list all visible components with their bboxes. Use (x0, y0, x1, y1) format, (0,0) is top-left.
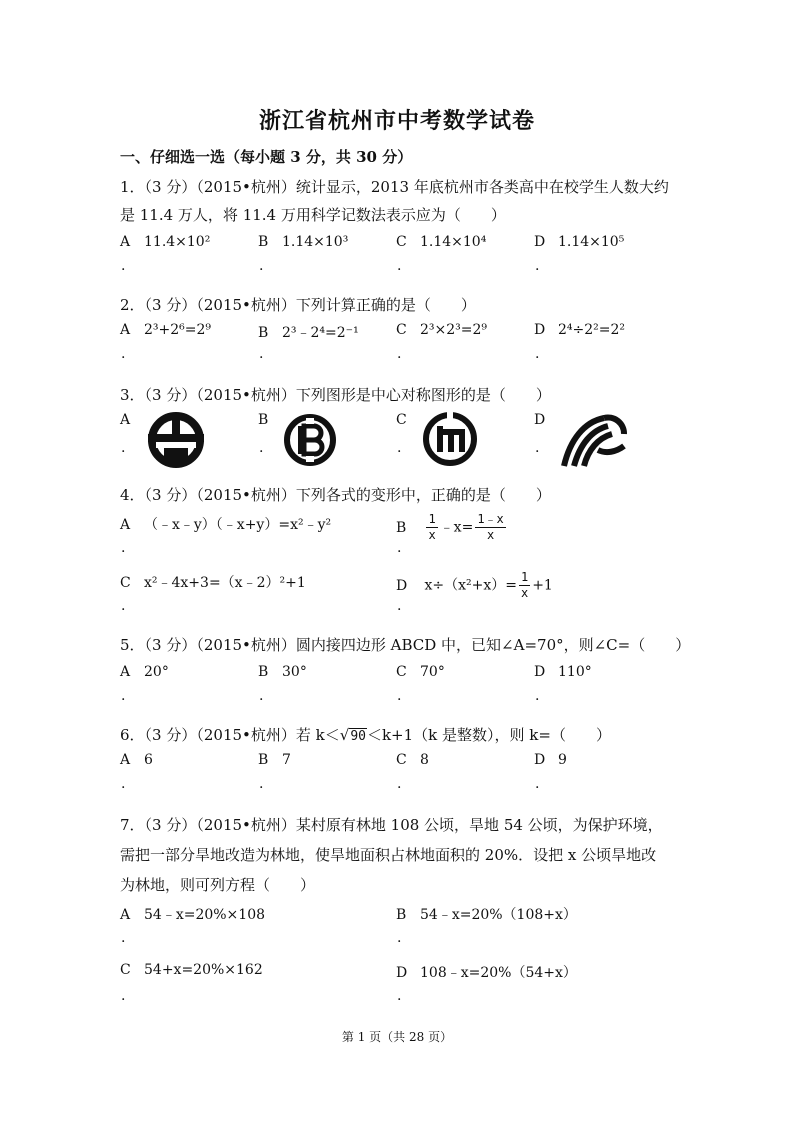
q3-option-c-letter[interactable]: C (396, 412, 407, 428)
option-letter: B (258, 752, 269, 768)
option-letter: A (120, 322, 131, 338)
option-text: +1 (532, 577, 553, 594)
option-letter: D (534, 234, 546, 250)
q6-option-a[interactable] (120, 752, 153, 768)
q4-option-b[interactable] (396, 512, 508, 543)
question-4-line-1: 4．（3 分）（2015•杭州）下列各式的变形中，正确的是（ ） (120, 486, 551, 504)
option-letter: C (396, 752, 407, 768)
option-text: 7 (282, 752, 291, 768)
option-letter: D (396, 965, 408, 981)
option-dot: . (121, 776, 126, 792)
option-text: 2³+2⁶=2⁹ (144, 322, 212, 338)
denominator: x (428, 528, 436, 542)
radicand: 90 (350, 729, 366, 744)
q1-option-d[interactable] (534, 234, 624, 250)
q5-option-d[interactable] (534, 664, 592, 680)
q3-option-b-letter[interactable]: B (258, 412, 269, 428)
q2-option-c[interactable] (396, 322, 487, 338)
option-letter: C (396, 234, 407, 250)
q2-option-d[interactable] (534, 322, 625, 338)
option-dot: . (397, 346, 402, 362)
option-text: 1.14×10⁴ (420, 234, 487, 250)
option-letter: B (396, 907, 407, 923)
option-letter: A (120, 907, 131, 923)
option-dot: . (397, 258, 402, 274)
option-letter: D (534, 664, 546, 680)
option-text: 2³×2³=2⁹ (420, 322, 488, 338)
option-letter: A (120, 752, 131, 768)
question-2-line-1: 2．（3 分）（2015•杭州）下列计算正确的是（ ） (120, 296, 476, 314)
q6-option-c[interactable] (396, 752, 429, 768)
option-letter: D (534, 322, 546, 338)
option-letter: A (120, 664, 131, 680)
option-dot: . (397, 540, 402, 556)
q2-option-b[interactable] (258, 322, 359, 342)
option-text: 1.14×10³ (282, 234, 349, 250)
option-text: 6 (144, 752, 153, 768)
option-letter: B (258, 664, 269, 680)
question-7-line-2: 需把一部分旱地改造为林地，使旱地面积占林地面积的 20%．设把 x 公顷旱地改 (120, 846, 657, 864)
option-dot: . (535, 776, 540, 792)
option-text: 54﹣x=20%（108+x） (420, 907, 577, 923)
page-title: 浙江省杭州市中考数学试卷 (258, 108, 535, 134)
option-dot: . (259, 776, 264, 792)
option-letter: B (258, 234, 269, 250)
option-dot: . (397, 930, 402, 946)
question-1-line-2: 是 11.4 万人，将 11.4 万用科学记数法表示应为（ ） (120, 206, 506, 224)
section-heading: 一、仔细选一选（每小题 3 分，共 30 分） (120, 148, 413, 166)
q5-option-a[interactable] (120, 664, 169, 680)
question-7-line-1: 7．（3 分）（2015•杭州）某村原有林地 108 公顷，旱地 54 公顷，为保护环境， (120, 816, 663, 834)
q1-option-c[interactable] (396, 234, 486, 250)
option-dot: . (259, 346, 264, 362)
option-text: 54+x=20%×162 (144, 962, 263, 978)
numerator: 1﹣x (477, 512, 504, 526)
q4-option-c[interactable] (120, 572, 306, 592)
option-text: 1.14×10⁵ (558, 234, 625, 250)
option-text: x²﹣4x+3=（x﹣2）²+1 (144, 575, 306, 591)
page-footer: 第 1 页（共 28 页） (341, 1030, 453, 1044)
question-1-line-1: 1．（3 分）（2015•杭州）统计显示，2013 年底杭州市各类高中在校学生人数大约 (120, 178, 669, 196)
q5-option-c[interactable] (396, 664, 445, 680)
option-text: 54﹣x=20%×108 (144, 907, 266, 923)
q3-option-d-letter[interactable]: D (534, 412, 546, 428)
option-text: x÷（x²+x）= (424, 577, 517, 594)
question-text: ＜k+1（k 是整数），则 k=（ ） (366, 726, 611, 744)
q6-option-d[interactable] (534, 752, 567, 768)
option-letter: C (396, 322, 407, 338)
q6-option-b[interactable] (258, 752, 291, 768)
question-text: 6．（3 分）（2015•杭州）若 k＜ (120, 726, 340, 744)
q7-option-d[interactable] (396, 962, 577, 982)
denominator: x (520, 586, 529, 600)
option-text: 2⁴÷2²=2² (558, 322, 626, 338)
option-letter: C (120, 575, 131, 591)
option-dot: . (397, 688, 402, 704)
option-dot: . (535, 258, 540, 274)
option-dot: . (259, 688, 264, 704)
option-text: 108﹣x=20%（54+x） (420, 965, 577, 981)
fraction-1-over-x (519, 570, 530, 601)
q7-option-c[interactable] (120, 962, 263, 978)
q1-option-a[interactable] (120, 234, 210, 250)
option-letter: A (120, 517, 131, 533)
q5-option-b[interactable] (258, 664, 307, 680)
numerator: 1 (520, 570, 529, 584)
option-dot: . (121, 346, 126, 362)
bank-logo-c-icon (420, 410, 480, 468)
q3-option-a-letter[interactable]: A (120, 412, 131, 428)
option-dot: . (259, 440, 264, 456)
option-letter: B (396, 519, 407, 536)
q7-option-a[interactable] (120, 904, 265, 924)
option-dot: . (397, 440, 402, 456)
denominator: x (486, 528, 495, 542)
option-dot: . (121, 440, 126, 456)
numerator: 1 (428, 512, 436, 526)
option-dot: . (535, 688, 540, 704)
option-letter: C (120, 962, 131, 978)
option-text: 70° (420, 664, 445, 680)
fraction-1-over-x (426, 512, 437, 543)
option-dot: . (121, 258, 126, 274)
question-3-line-1: 3．（3 分）（2015•杭州）下列图形是中心对称图形的是（ ） (120, 386, 551, 404)
option-text: 9 (558, 752, 567, 768)
option-dot: . (121, 930, 126, 946)
option-text: 11.4×10² (144, 234, 211, 250)
bank-logo-d-icon (558, 410, 628, 468)
q1-option-b[interactable] (258, 234, 348, 250)
option-dot: . (397, 988, 402, 1004)
option-letter: C (396, 664, 407, 680)
bank-logo-a-icon (146, 412, 206, 468)
option-letter: A (120, 234, 131, 250)
q7-option-b[interactable] (396, 904, 577, 924)
question-7-line-3: 为林地，则可列方程（ ） (120, 876, 316, 894)
option-text: （﹣x﹣y）（﹣x+y）=x²﹣y² (144, 517, 332, 533)
option-dot: . (535, 346, 540, 362)
question-5-line-1: 5．（3 分）（2015•杭州）圆内接四边形 ABCD 中，已知∠A=70°，则∠C=（ ） (120, 636, 691, 654)
option-dot: . (535, 440, 540, 456)
option-text: 110° (558, 664, 592, 680)
option-text: ﹣x= (439, 519, 474, 536)
option-dot: . (121, 540, 126, 556)
fraction-1-minus-x-over-x (475, 512, 505, 543)
option-dot: . (121, 598, 126, 614)
bank-logo-b-icon (282, 412, 338, 468)
option-text: 20° (144, 664, 169, 680)
option-letter: D (534, 752, 546, 768)
question-6-line-1: 6．（3 分）（2015•杭州）若 k＜√90＜k+1（k 是整数），则 k=（ ） (120, 726, 611, 744)
option-text: 30° (282, 664, 307, 680)
option-letter: D (396, 577, 408, 594)
option-text: 2³﹣2⁴=2⁻¹ (282, 325, 359, 341)
option-letter: B (258, 325, 269, 341)
q2-option-a[interactable] (120, 322, 211, 338)
option-dot: . (259, 258, 264, 274)
option-dot: . (121, 688, 126, 704)
option-dot: . (397, 598, 402, 614)
option-dot: . (121, 988, 126, 1004)
q4-option-a[interactable] (120, 514, 331, 534)
q4-option-d[interactable] (396, 570, 553, 601)
option-text: 8 (420, 752, 429, 768)
option-dot: . (397, 776, 402, 792)
